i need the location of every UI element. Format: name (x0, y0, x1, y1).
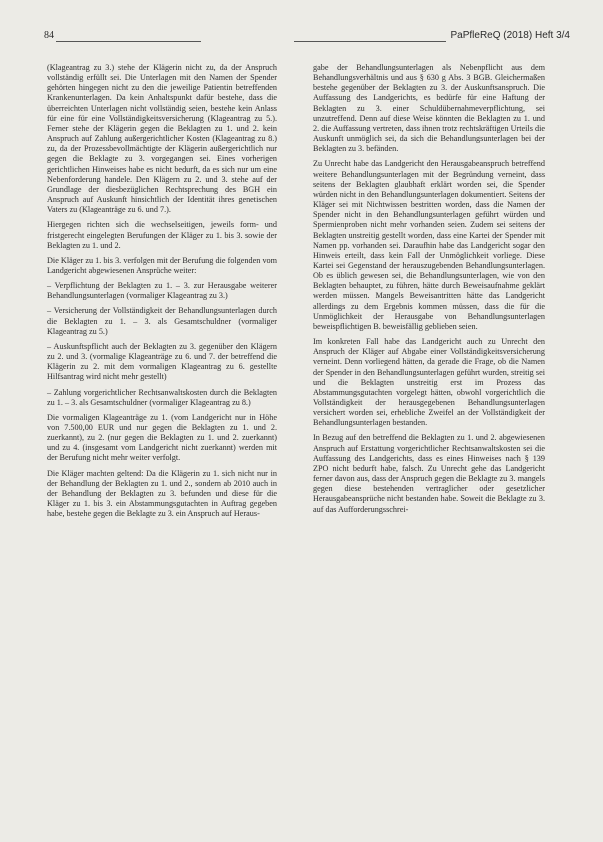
left-column (47, 63, 277, 524)
paragraph: gabe der Behandlungsunterlagen als Nebenpflicht aus dem Behandlungsverhältnis und aus § 630 g Abs. 3 BGB. Gleichermaßen bestehe gegenüber der Beklagten zu 3. der Auskunftsanspruch. Die Auffassung des Landgerichts, es bedürfe für eine Haftung der Beklagten zu 3. einer Schuldübernahmeverpflichtung, sei unzutreffend. Denn auf diese Weise könnten die Beklagten zu 1. und 2. die Auffassung vertreten, dass ihnen trotz rechtskräftigen Urteils die Auskunft unmöglich sei, da sich die Behandlungsunterlagen bei der Beklagten zu 3. befänden. (313, 63, 545, 154)
list-item: – Versicherung der Vollständigkeit der Behandlungsunterlagen durch die Beklagten zu 1. – 3. als Gesamtschuldner (vormaliger Klageantrag zu 5.) (47, 306, 277, 336)
paragraph: Hiergegen richten sich die wechselseitigen, jeweils form- und fristgerecht eingelegten Berufungen der Kläger zu 1. bis 3. sowie der Beklagten zu 1. und 2. (47, 220, 277, 250)
header-rule-right (294, 41, 446, 42)
right-column (313, 63, 545, 520)
header-rule-left (56, 41, 201, 42)
list-item: – Zahlung vorgerichtlicher Rechtsanwaltskosten durch die Beklagten zu 1. – 3. als Gesamtschuldner (vormaliger Klageantrag zu 8.) (47, 387, 277, 407)
list-item: – Auskunftspflicht auch der Beklagten zu 3. gegenüber den Klägern zu 2. und 3. (vormalige Klageanträge zu 6. und 7. der betreffend die Klägerin zu 2. mit dem vormaligen Klageantrag zu 6. gestellte Hilfsantrag wird nicht mehr gestellt) (47, 341, 277, 382)
paragraph: Die Kläger machten geltend: Da die Klägerin zu 1. sich nicht nur in der Behandlung der Beklagten zu 1. und 2., sondern ab 2010 auch in der Behandlung der Beklagten zu 3. befunden und diese für die Kläger zu 1. bis 3. ein Abstammungsgutachten in Auftrag gegeben habe, bestehe gegen die Beklagte zu 3. ein Anspruch auf Heraus- (47, 468, 277, 519)
page-number: 84 (44, 30, 54, 41)
paragraph: (Klageantrag zu 3.) stehe der Klägerin nicht zu, da der Anspruch vollständig erfüllt sei. Die Unterlagen mit den Namen der Spender gehörten hingegen nicht zu den die jeweilige Patientin betreffenden Krankenunterlagen. Da kein Anhaltspunkt dafür bestehe, dass die überreichten Unterlagen nicht vollständig seien, bestehe kein Anlass für eine für eine Vollständigkeitsversicherung (Klageantrag zu 5.). Ferner stehe der Klägerin gegen die Beklagten zu 1. und 2. kein Anspruch auf Zahlung außergerichtlicher Kosten (Klageantrag zu 8.) zu, da der Prozessbevollmächtigte der Klägerin außergerichtlich nur gegen die Beklagte zu 3. vorgegangen sei. Eines vorherigen gerichtlichen Hinweises habe es nicht bedurft, da es sich nur um eine Nebenforderung handele. Den Klägern zu 2. und 3. stehe auf der Grundlage der diesbezüglichen Rechtsprechung des BGH ein Anspruch auf Auskunft hinsichtlich der Identität ihres genetischen Vaters zu (Klageanträge zu 6. und 7.). (47, 63, 277, 215)
journal-citation: PaPfleReQ (2018) Heft 3/4 (450, 30, 570, 41)
list-item: – Verpflichtung der Beklagten zu 1. – 3. zur Herausgabe weiterer Behandlungsunterlagen (vormaliger Klageantrag zu 3.) (47, 281, 277, 301)
paragraph: Die vormaligen Klageanträge zu 1. (vom Landgericht nur in Höhe von 7.500,00 EUR und nur gegen die Beklagten zu 1. und 2. zuerkannt), zu 2. (nur gegen die Beklagten zu 1. und 2. zuerkannt) und zu 4. (insgesamt vom Landgericht nicht zuerkannt) werden mit der Berufung nicht mehr weiter verfolgt. (47, 412, 277, 463)
paragraph: Die Kläger zu 1. bis 3. verfolgen mit der Berufung die folgenden vom Landgericht abgewiesenen Ansprüche weiter: (47, 255, 277, 275)
paragraph: Zu Unrecht habe das Landgericht den Herausgabeanspruch betreffend weitere Behandlungsunterlagen mit der Begründung verneint, dass seitens der Beklagten glaubhaft erklärt worden sei, die Spender würden nicht in den Behandlungsunterlagen dokumentiert. Seitens der Kläger sei mit Nichtwissen bestritten worden, dass die Namen der Spender nicht in den Behandlungsunterlagen geführt würden und Spermienproben nicht mehr vorhanden seien. Zudem sei seitens der Beklagten unstreitig gestellt worden, dass eine Kartei der Spender mit Namen pp. vorhanden sei. Daraufhin habe das Landgericht sogar den Hinweis erteilt, dass kein Fall der Unmöglichkeit vorliege. Diese Kartei sei Gegenstand der herauszugebenden Behandlungsunterlagen. Ob es üblich gewesen sei, die Behandlungsunterlagen, wie von den Beklagten behauptet, zu führen, hätte durch Beweisaufnahme geklärt werden müssen. Mangels Beweisantritten hätte das Landgericht allerdings zu dem Ergebnis kommen müssen, dass die für die Unmöglichkeit der Herausgabe von Behandlungsunterlagen beweispflichtigen B. beweisfällig geblieben seien. (313, 159, 545, 331)
page-header (44, 30, 570, 44)
paragraph: Im konkreten Fall habe das Landgericht auch zu Unrecht den Anspruch der Kläger auf Abgabe einer Vollständigkeitsversicherung verneint. Denn vorliegend hätten, da gerade die Frage, ob die Namen der Spender in den Behandlungsunterlagen geführt wurden, streitig sei und die Beklagten unstreitig erst im Prozess das Abstammungsgutachten vorgelegt hätten, obwohl vorgerichtlich die Vollständigkeit der herausgegebenen Behandlungsunterlagen versichert worden sei, erhebliche Zweifel an der Vollständigkeit der Behandlungsunterlagen bestanden. (313, 337, 545, 428)
paragraph: In Bezug auf den betreffend die Beklagten zu 1. und 2. abgewiesenen Anspruch auf Erstattung vorgerichtlicher Rechtsanwaltskosten sei die Auffassung des Landgerichts, dass es eines Hinweises nach § 139 ZPO nicht bedurft habe, falsch. Zu Unrecht gehe das Landgericht ferner davon aus, dass der Anspruch gegen die Beklagte zu 3. mangels gegen diese bestehenden vertraglicher oder gesetzlicher Herausgabeansprüche nicht bestanden habe. Soweit die Beklagte zu 3. auf das Aufforderungsschrei- (313, 433, 545, 514)
